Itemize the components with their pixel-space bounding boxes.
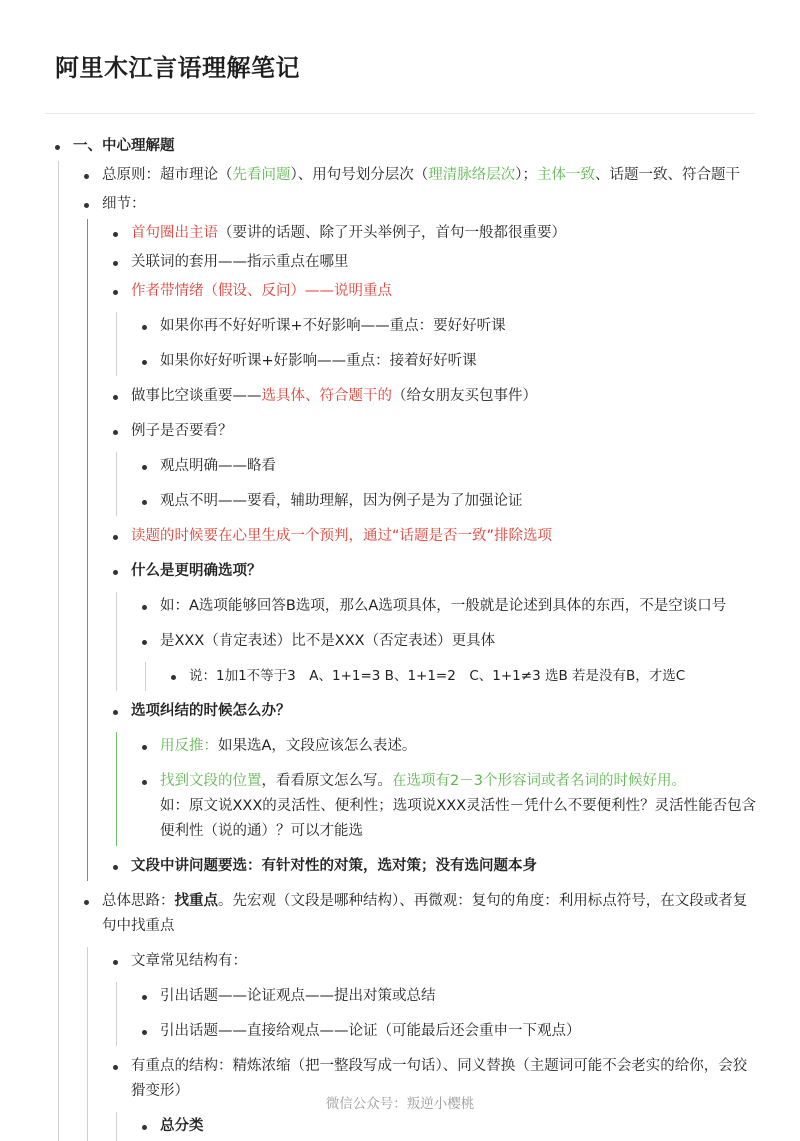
bullet-icon [113,535,118,540]
bullet-icon [113,960,118,965]
page-title: 阿里木江言语理解笔记 [55,54,300,82]
detail-text: 是XXX（肯定表述）比不是XXX（否定表述）更具体 [160,633,496,649]
list-item [103,522,757,551]
list-item [132,627,757,691]
detail-question: 选项纠结的时候怎么办？ [131,703,291,719]
list-item [74,190,757,881]
list-item [132,487,757,516]
bullet-icon [142,1125,147,1130]
approach-text: 。先宏观（文段是哪种结构）、再微观：复句的角度：利用标点符号，在文段或者复句中找重点 [102,893,748,934]
detail-highlight: 找到文段的位置 [160,773,262,789]
list-item [103,557,757,691]
detail-children [145,662,757,691]
bullet-icon [84,900,89,905]
list-item [103,277,757,376]
bullet-icon [113,710,118,715]
bullet-icon [142,780,147,785]
detail-children [116,592,757,691]
detail-highlight: 作者带情绪（假设、反问）——说明重点 [131,283,392,299]
list-item [132,1017,757,1046]
detail-text: 如：原文说XXX的灵活性、便利性；选项说XXX灵活性－凭什么不要便利性？灵活性能否包含便利性（说的通）？可以才能选 [160,798,757,839]
detail-text: 如果你再不好好听课+不好影响——重点：要好好听课 [160,318,506,334]
detail-highlight: 读题的时候要在心里生成一个预判，通过“话题是否一致”排除选项 [131,528,553,544]
principle-text: 总原则：超市理论（ [102,167,233,183]
bullet-icon [113,1065,118,1070]
bullet-icon [142,465,147,470]
list-item [132,312,757,341]
bullet-icon [142,325,147,330]
detail-question: 文段中讲问题要选：有针对性的对策，选对策；没有选问题本身 [131,858,537,874]
structure-label: 文章常见结构有： [131,953,247,969]
details-children [87,219,757,881]
detail-text: 说：1加1不等于3 A、1+1=3 B、1+1=2 C、1+1≠3 选B 若是没有B，才选C [189,668,686,684]
list-item [74,161,757,190]
list-item [103,697,757,846]
list-item [103,248,757,277]
detail-text: 例子是否要看？ [131,423,233,439]
bullet-icon [142,745,147,750]
approach-text: 总体思路： [102,893,175,909]
list-item [103,417,757,516]
structure-text: 有重点的结构：精炼浓缩（把一整段写成一句话）、同义替换（主题词可能不会老实的给你，会狡猾变形） [131,1058,748,1099]
detail-question: 什么是更明确选项？ [131,563,262,579]
bullet-icon [84,174,89,179]
detail-text: 如：A选项能够回答B选项，那么A选项具体，一般就是论述到具体的东西，不是空谈口号 [160,598,727,614]
detail-text: 关联词的套用——指示重点在哪里 [131,254,349,270]
list-item [103,852,757,881]
structure-text: 总分类 [160,1118,204,1134]
bullet-icon [113,261,118,266]
bullet-icon [113,865,118,870]
principle-text: ）； [515,167,537,183]
detail-text: ，看看原文怎么写。 [261,773,392,789]
bullet-icon [55,145,60,150]
detail-text: 观点不明——要看，辅助理解，因为例子是为了加强论证 [160,493,523,509]
list-item [132,767,757,846]
detail-text: （给女朋友买包事件） [392,388,537,404]
list-item [103,382,757,411]
list-item [161,662,757,691]
section-children [58,161,757,1141]
list-item [132,347,757,376]
bullet-icon [113,232,118,237]
bullet-icon [142,1030,147,1035]
bullet-icon [113,430,118,435]
detail-children [116,732,757,846]
detail-children [116,312,757,376]
detail-highlight: 首句圈出主语 [131,225,218,241]
bullet-icon [142,640,147,645]
structure-children [116,1112,757,1141]
detail-text: （要讲的话题、除了开头举例子，首句一般都很重要） [218,225,566,241]
structure-text: 引出话题——直接给观点——论证（可能最后还会重申一下观点） [160,1023,581,1039]
detail-highlight: 选具体、符合题干的 [261,388,392,404]
list-item [132,452,757,481]
bullet-icon [113,395,118,400]
list-item [132,732,757,761]
bullet-icon [113,290,118,295]
list-item [132,592,757,621]
detail-text: 观点明确——略看 [160,458,276,474]
detail-text: 如果你好好听课+好影响——重点：接着好好听课 [160,353,477,369]
principle-text: ）、用句号划分层次（ [290,167,429,183]
principle-text: 、话题一致、符合题干 [595,167,740,183]
footer-watermark: 微信公众号：叛逆小樱桃 [325,1096,475,1112]
bullet-icon [84,203,89,208]
structure-text: 引出话题——论证观点——提出对策或总结 [160,988,436,1004]
notes-outline [45,132,757,1141]
list-item [103,219,757,248]
bullet-icon [171,675,176,680]
detail-highlight: 在选项有2－3个形容词或者名词的时候好用。 [392,773,686,789]
detail-text: 做事比空谈重要—— [131,388,262,404]
bullet-icon [142,995,147,1000]
principle-highlight: 主体一致 [537,167,595,183]
bullet-icon [142,500,147,505]
title-divider [45,113,755,114]
detail-highlight: 用反推： [160,738,218,754]
details-label: 细节： [102,196,146,212]
list-item [103,947,757,1046]
bullet-icon [142,605,147,610]
structure-children [116,982,757,1046]
list-item [132,982,757,1011]
bullet-icon [113,570,118,575]
bullet-icon [142,360,147,365]
list-item [45,132,757,1141]
section-heading: 一、中心理解题 [73,138,175,154]
detail-text: 如果选A，文段应该怎么表述。 [218,738,417,754]
list-item [132,1112,757,1141]
principle-highlight: 先看问题 [232,167,291,183]
principle-highlight: 理清脉络层次 [428,167,516,183]
approach-key: 找重点 [174,893,218,909]
detail-children [116,452,757,516]
